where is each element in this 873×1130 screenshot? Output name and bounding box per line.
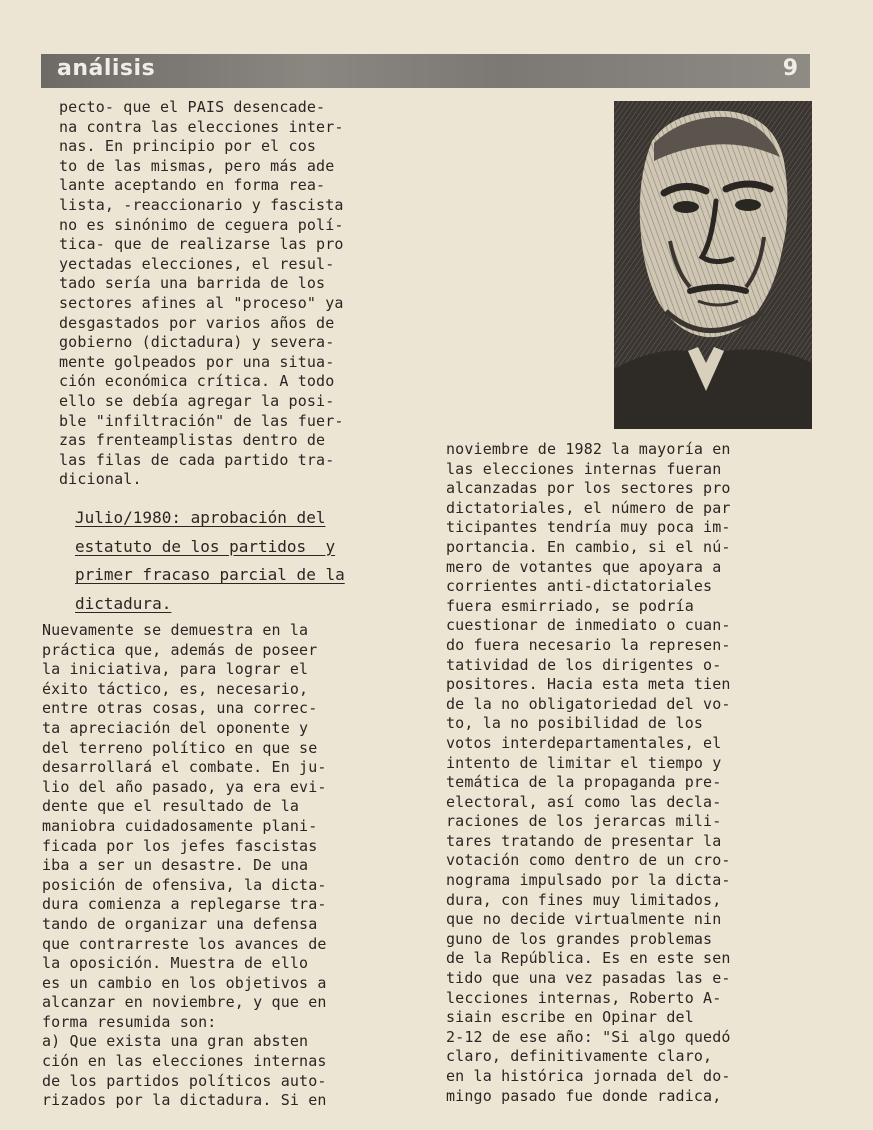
text-line: siain escribe en Opinar del [446,1008,694,1027]
text-line: gobierno (dictadura) y severa- [59,333,335,352]
subheading-line: dictadura. [75,593,172,613]
text-line: dicional. [59,470,142,489]
text-line: ficada por los jefes fascistas [42,836,318,855]
text-line: ble "infiltración" de las fuer- [59,411,344,430]
text-line: desarrollará el combate. En ju- [42,758,327,777]
text-line: ta apreciación del oponente y [42,718,309,737]
left-column-top [59,98,409,490]
text-line: raciones de los jerarcas mili- [446,812,722,831]
text-line: mingo pasado fue donde radica, [446,1086,722,1105]
text-line: votación como dentro de un cro- [446,851,731,870]
text-line: lista, -reaccionario y fascista [59,195,344,214]
text-line: intento de limitar el tiempo y [446,753,722,772]
text-line: la iniciativa, para lograr el [42,660,309,679]
text-line: to de las mismas, pero más ade [59,156,335,175]
text-line: mero de votantes que apoyara a [446,557,722,576]
text-line: to, la no posibilidad de los [446,714,704,733]
text-line: zas frenteamplistas dentro de [59,431,326,450]
text-line: noviembre de 1982 la mayoría en [446,440,731,458]
text-line: tido que una vez pasadas las e- [446,969,731,988]
text-line: alcanzadas por los sectores pro [446,479,731,498]
text-line: nas. En principio por el cos [59,137,317,156]
text-line: en la histórica jornada del do- [446,1067,731,1085]
text-line: de la República. Es en este sen [446,949,731,968]
text-line: claro, definitivamente claro, [446,1047,713,1066]
section-header-bar [41,54,810,88]
text-line: dura comienza a replegarse tra- [42,895,327,914]
text-line: que contrarreste los avances de [42,934,327,953]
text-line: lante aceptando en forma rea- [59,176,326,195]
text-line: maniobra cuidadosamente plani- [42,816,318,835]
text-line: no es sinónimo de ceguera polí- [59,215,344,234]
text-line: guno de los grandes problemas [446,929,713,948]
text-line: de la no obligatoriedad del vo- [446,694,731,713]
text-line: es un cambio en los objetivos a [42,973,327,992]
text-line: ción económica crítica. A todo [59,372,335,391]
text-line: forma resumida son: [42,1012,217,1031]
text-line: que no decide virtualmente nin [446,910,722,929]
subheading-line: estatuto de los partidos y [75,536,336,556]
text-line: portancia. En cambio, si el nú- [446,537,731,556]
text-line: corrientes anti-dictatoriales [446,577,713,596]
text-line: de los partidos políticos auto- [42,1071,327,1090]
text-line: lio del año pasado, ya era evi- [42,777,327,796]
text-line: ello se debía agregar la posi- [59,391,335,410]
text-line: la oposición. Muestra de ello [42,954,309,973]
text-line: electoral, así como las decla- [446,792,722,811]
subheading-line: Julio/1980: aprobación del [75,508,326,527]
text-line: dente que el resultado de la [42,797,300,816]
text-line: iba a ser un desastre. De una [42,856,309,875]
left-column-bottom [42,621,412,1111]
text-line: tado sería una barrida de los [59,274,326,293]
text-line: temática de la propaganda pre- [446,773,722,792]
page-number: 9 [782,56,798,81]
text-line: do fuera necesario la represen- [446,635,731,654]
text-line: nograma impulsado por la dicta- [446,871,731,890]
text-line: del terreno político en que se [42,738,318,757]
text-line: tica- que de realizarse las pro [59,235,344,254]
text-line: na contra las elecciones inter- [59,117,344,136]
text-line: entre otras cosas, una correc- [42,699,318,718]
text-line: pecto- que el PAIS desencade- [59,98,326,116]
text-line: tando de organizar una defensa [42,914,318,933]
text-line: 2-12 de ese año: "Si algo quedó [446,1027,731,1046]
text-line: ción en las elecciones internas [42,1052,327,1071]
text-line: a) Que exista una gran absten [42,1032,309,1051]
text-line: Nuevamente se demuestra en la [42,621,309,639]
text-line: tatividad de los dirigentes o- [446,655,722,674]
subheading-line: primer fracaso parcial de la [75,565,345,584]
text-line: sectores afines al "proceso" ya [59,293,344,312]
portrait-woodcut-icon [614,101,812,429]
section-subheading [75,504,410,618]
text-line: yectadas elecciones, el resul- [59,254,335,273]
text-line: rizados por la dictadura. Si en [42,1091,327,1110]
text-line: tares tratando de presentar la [446,831,722,850]
right-column [446,440,812,1106]
text-line: dura, con fines muy limitados, [446,890,722,909]
text-line: fuera esmirriado, se podría [446,596,694,615]
text-line: ticipantes tendría muy poca im- [446,518,731,537]
text-line: las filas de cada partido tra- [59,450,335,469]
text-line: positores. Hacia esta meta tien [446,675,731,694]
text-line: cuestionar de inmediato o cuan- [446,616,731,635]
text-line: práctica que, además de poseer [42,640,318,659]
text-line: dictatoriales, el número de par [446,498,731,517]
text-line: desgastados por varios años de [59,313,335,332]
text-line: las elecciones internas fueran [446,459,722,478]
text-line: posición de ofensiva, la dicta- [42,875,327,894]
text-line: éxito táctico, es, necesario, [42,679,309,698]
text-line: lecciones internas, Roberto A- [446,988,722,1007]
section-title: análisis [57,56,156,81]
text-line: votos interdepartamentales, el [446,733,722,752]
text-line: alcanzar en noviembre, y que en [42,993,327,1012]
text-line: mente golpeados por una situa- [59,352,335,371]
